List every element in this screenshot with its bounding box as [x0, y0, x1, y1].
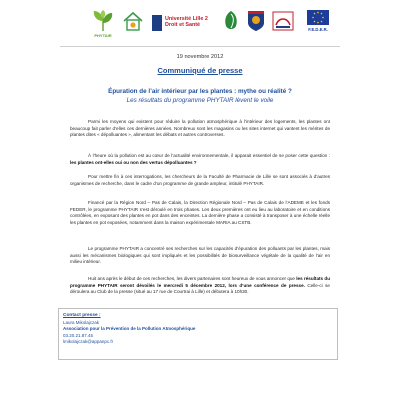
- header-divider: [60, 46, 340, 47]
- release-subtitle: Les résultats du programme PHYTAIR lèvent le voile: [126, 97, 274, 104]
- ademe-logo-icon: [272, 11, 294, 31]
- paragraph-5: Le programme PHYTAIR a concentré ses recherches sur les capacités d’épuration des polluants par les plantes, mais aussi les mécanismes biologiques qui sont impliqués et les possibilités de biosurveillance végétale de la qualité de l’air en milieu intérieur.: [70, 246, 330, 265]
- eu-flag-caption: F.E.D.E.R.: [308, 27, 328, 32]
- release-title: Épuration de l’air intérieur par les plantes : mythe ou réalité ?: [108, 88, 292, 95]
- paragraph-4: Financé par la Région Nord – Pas de Calais, la Direction Régionale Nord – Pas de Calais de l’ADEME et les fonds FEDER, le programme PHYTAIR s’est déroulé en trois phases. Les deux premières ont eu lieu au laboratoire et en conditions contrôlées, en exposant des plantes en pot dans des enceintes. La dernière phase a consisté à transposer à une échelle réelle les plantes en pot exposées, notamment dans la maison expérimentale MARIA au CSTB.: [70, 200, 330, 226]
- university-name: Université Lille 2: [165, 16, 208, 22]
- eu-flag-logo: [306, 10, 330, 38]
- region-logo-icon: [222, 10, 240, 32]
- page-heading: Communiqué de presse: [157, 66, 243, 75]
- press-contact-box: [58, 308, 338, 360]
- paragraph-6: [70, 276, 330, 296]
- eu-flag-icon: [307, 10, 329, 25]
- paragraph-2-question: les plantes ont-elles oui ou non des vertus dépolluantes ?: [70, 159, 197, 165]
- house-logo-icon: [122, 10, 144, 32]
- paragraph-3: Pour mettre fin à ces interrogations, les chercheurs de la Faculté de Pharmacie de Lille se sont associés à d’autres organismes de recherche, dans le cadre d’un programme de grande ampleur, intitulé PHYTAIR.: [70, 174, 330, 186]
- contact-heading: Contact presse :: [63, 313, 101, 318]
- paragraph-1: Parmi les moyens qui existent pour réduire la pollution atmosphérique à l’intérieur des logements, les plantes ont beaucoup fait parler d’elles ces dernières années. Nombreux sont les magasins ou les sites internet qui vantent les mérites de plantes dites « dépolluantes », alimentant les débats et autres controverses.: [70, 119, 330, 138]
- contact-phone: 03.20.21.87.45: [63, 332, 94, 338]
- paragraph-2-intro: À l’heure où la pollution est au cœur de l’actualité environnementale, il apparait essentiel de se poser cette question :: [88, 153, 330, 158]
- university-logo: [152, 13, 214, 35]
- phytair-logo-caption: PHYTAIR: [94, 33, 112, 38]
- paragraph-6-details: Celle-ci se déroulera au Club de la presse (situé au 17 rue de Courtrai à Lille) et débutera à 10h30.: [70, 282, 330, 295]
- paragraph-6-announcement: les résultats du programme PHYTAIR seront dévoilés le mercredi 5 décembre 2012, lors d’une conférence de presse.: [70, 276, 330, 288]
- contact-name: Laura Mikolajczak: [63, 320, 100, 325]
- phytair-logo-icon: [90, 9, 116, 39]
- paragraph-6-intro: Huit ans après le début de ces recherches, les divers partenaires sont heureux de vous annoncer que: [88, 276, 297, 281]
- contact-organization: Association pour la Prévention de la Pollution Atmosphérique: [63, 326, 196, 332]
- release-date: 19 novembre 2012: [176, 54, 224, 60]
- paragraph-2: [70, 153, 330, 166]
- contact-email-link[interactable]: lmikolajczak@appanpc.fr: [63, 339, 114, 345]
- university-faculty: Droit et Santé: [165, 22, 201, 29]
- seal-logo-icon: [246, 9, 266, 33]
- logo-bar: [60, 7, 340, 43]
- university-mark-icon: [152, 15, 162, 31]
